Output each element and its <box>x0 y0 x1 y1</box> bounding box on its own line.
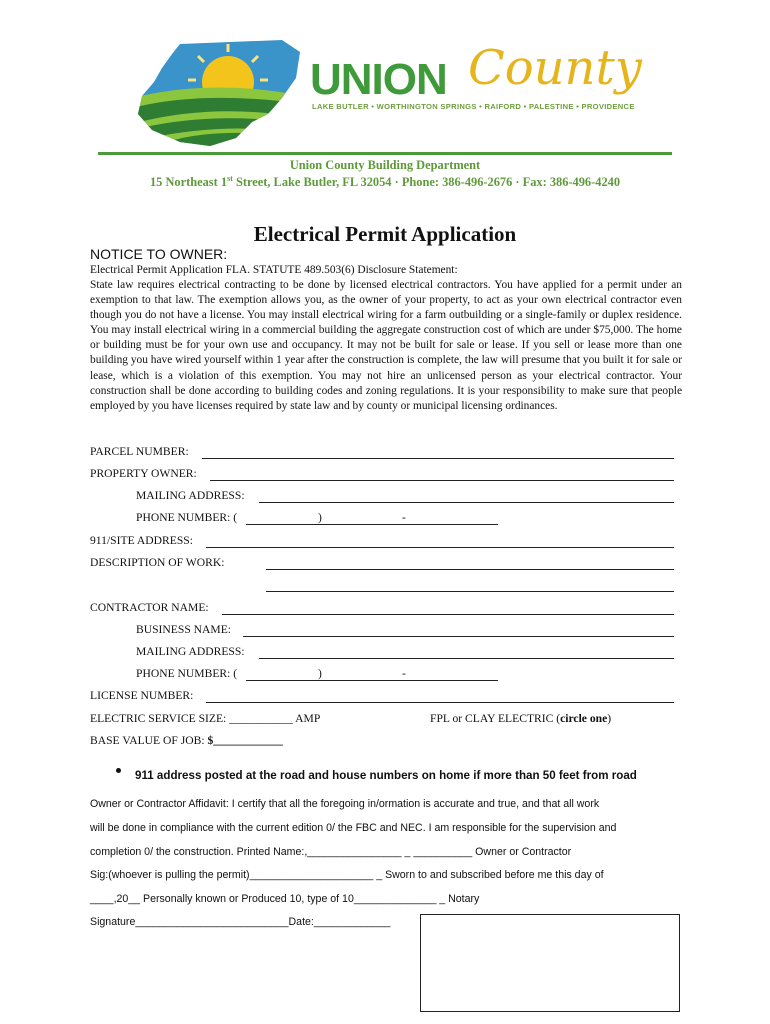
property-owner-label: PROPERTY OWNER: <box>90 467 197 480</box>
notary-seal-box <box>420 914 680 1012</box>
affidavit-line-2: will be done in compliance with the current edition 0/ the FBC and NEC. I am responsible for the supervision and <box>90 822 617 834</box>
license-number-label: LICENSE NUMBER: <box>90 689 194 702</box>
owner-phone-label: PHONE NUMBER: ( <box>136 511 238 524</box>
electric-service-size-field[interactable]: ELECTRIC SERVICE SIZE: ___________ AMP <box>90 712 321 725</box>
bullet-icon <box>116 768 121 773</box>
base-value-field[interactable]: BASE VALUE OF JOB: $____________ <box>90 734 283 747</box>
department-name: Union County Building Department <box>289 158 481 172</box>
logo-union-text: UNION <box>310 55 447 104</box>
notice-heading: NOTICE TO OWNER: <box>90 246 228 262</box>
affidavit-signature-line[interactable]: Sig:(whoever is pulling the permit)_____________________ _ Sworn to and subscribed before me this day of <box>90 869 604 881</box>
description-of-work-input-2[interactable] <box>266 591 674 592</box>
affidavit-signature-date-line[interactable]: Signature__________________________Date:_____________ <box>90 916 391 928</box>
site-address-label: 911/SITE ADDRESS: <box>90 534 193 547</box>
business-name-label: BUSINESS NAME: <box>136 623 232 636</box>
header-divider <box>98 152 672 155</box>
logo-towns-text: LAKE BUTLER • WORTHINGTON SPRINGS • RAIFORD • PALESTINE • PROVIDENCE <box>312 102 635 111</box>
contractor-name-input[interactable] <box>222 614 674 615</box>
contractor-phone-input[interactable] <box>246 680 498 681</box>
statute-line: Electrical Permit Application FLA. STATUTE 489.503(6) Disclosure Statement: <box>90 264 458 276</box>
owner-phone-input[interactable] <box>246 524 498 525</box>
owner-phone-paren: ) <box>318 511 322 524</box>
contractor-mailing-address-input[interactable] <box>259 658 674 659</box>
property-owner-input[interactable] <box>210 480 674 481</box>
owner-mailing-address-label: MAILING ADDRESS: <box>136 489 245 502</box>
contractor-phone-label: PHONE NUMBER: ( <box>136 667 238 680</box>
owner-mailing-address-input[interactable] <box>259 502 674 503</box>
affidavit-notary-line[interactable]: ____,20__ Personally known or Produced 10, type of 10______________ _ Notary <box>90 893 480 905</box>
description-of-work-input-1[interactable] <box>266 569 674 570</box>
parcel-number-input[interactable] <box>202 458 674 459</box>
utility-choice[interactable]: FPL or CLAY ELECTRIC (circle one) <box>430 712 612 725</box>
owner-phone-dash: - <box>402 511 406 524</box>
union-county-logo-map-icon <box>132 38 304 148</box>
parcel-number-label: PARCEL NUMBER: <box>90 445 189 458</box>
site-address-input[interactable] <box>206 547 674 548</box>
department-address: 15 Northeast 1st Street, Lake Butler, FL 32054 · Phone: 386-496-2676 · Fax: 386-496-4240 <box>149 174 621 190</box>
contractor-mailing-address-label: MAILING ADDRESS: <box>136 645 245 658</box>
contractor-name-label: CONTRACTOR NAME: <box>90 601 209 614</box>
contractor-phone-dash: - <box>402 667 406 680</box>
description-of-work-label: DESCRIPTION OF WORK: <box>90 556 225 569</box>
affidavit-line-1: Owner or Contractor Affidavit: I certify that all the foregoing in/ormation is accurate and true, and that all work <box>90 798 600 810</box>
page-title: Electrical Permit Application <box>253 222 517 246</box>
business-name-input[interactable] <box>243 636 674 637</box>
logo-county-text: County <box>468 40 642 96</box>
disclosure-statement: State law requires electrical contracting to be done by licensed electrical contractors. You have applied for a permit under an exemption to that law. The exemption allows you, as the owner of your property, to act as your own electrical contractor even though you do not have a license. You may install electrical wiring for a farm outbuilding or a single-family or duplex residence. You may install electrical wiring in a commercial building the aggregate construction cost of which are under $75,000. The home or building must be for your own use and occupancy. It may not be built for sale or lease. If you sell or lease more than one building you have wired yourself within 1 year after the construction is complete, the law will presume that you built it for sale or lease, which is a violation of this exemption. You may not hire an unlicensed person as your electrical contractor. Your construction shall be done according to building codes and zoning regulations. It is your responsibility to make sure that people employed by you have licenses required by state law and by county or municipal licensing ordinances. <box>90 279 682 412</box>
contractor-phone-paren: ) <box>318 667 322 680</box>
license-number-input[interactable] <box>206 702 674 703</box>
affidavit-printed-name-line[interactable]: completion 0/ the construction. Printed Name:,________________ _ __________ Owner or Contractor <box>90 846 572 858</box>
address-posting-notice: 911 address posted at the road and house numbers on home if more than 50 feet from road <box>135 769 637 782</box>
